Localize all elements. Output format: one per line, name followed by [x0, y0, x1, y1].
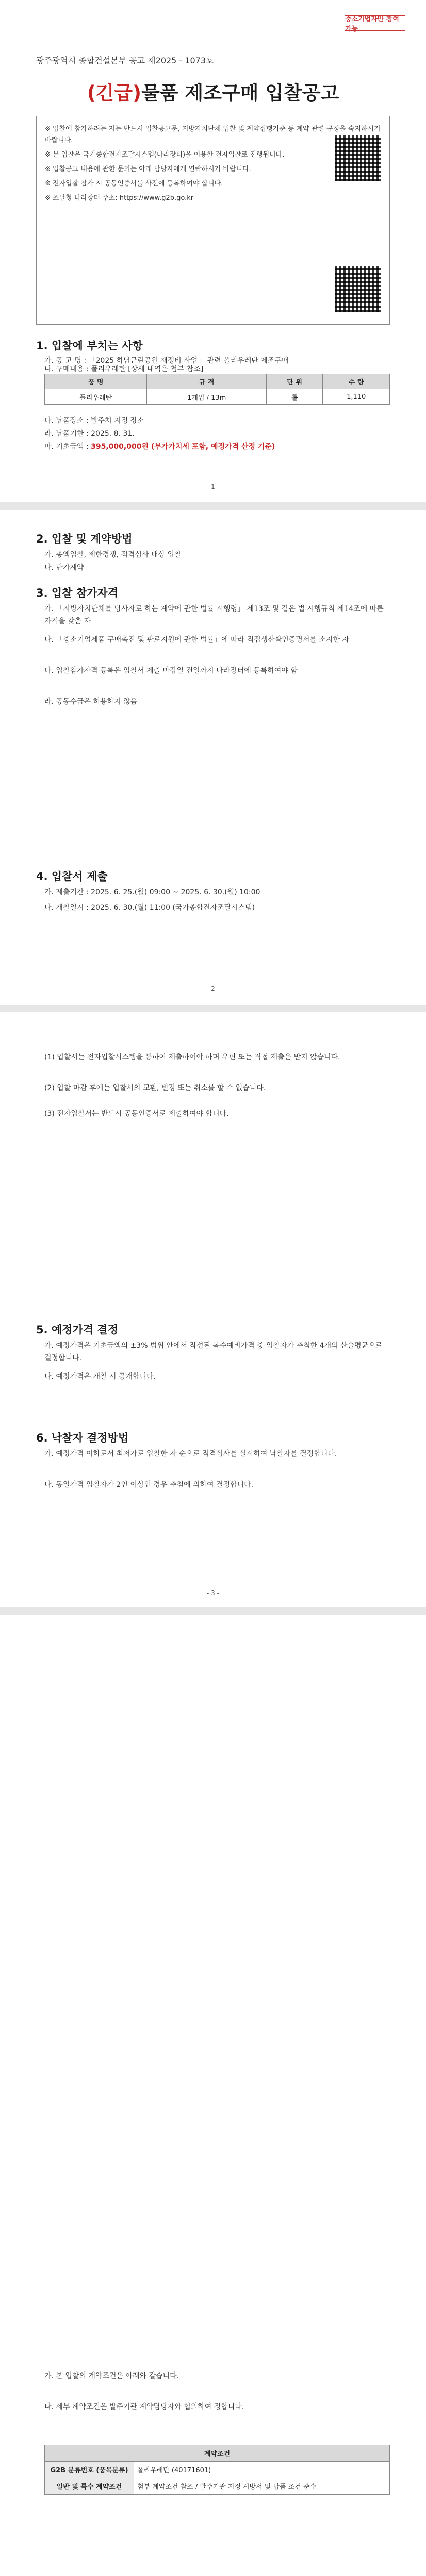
body-text: 가. 예정가격은 기초금액의 ±3% 범위 안에서 작성된 복수예비가격 중 입찰자가 추첨한 4개의 산술평균으로 결정합니다.	[44, 1342, 383, 1362]
table-header: 규 격	[147, 374, 267, 389]
page-title	[0, 77, 426, 105]
page-divider	[0, 1607, 426, 1615]
notice-line: ※ 본 입찰은 국가종합전자조달시스템(나라장터)을 이용한 전자입찰로 진행됩니다.	[45, 151, 285, 159]
notice-line: ※ 조달청 나라장터 주소: https://www.g2b.go.kr	[45, 194, 194, 202]
table-cell: 1개입 / 13m	[147, 389, 267, 405]
body-text: 라. 공동수급은 허용하지 않음	[44, 698, 138, 706]
page-divider	[0, 1005, 426, 1012]
table-cell: 폴리우레탄	[45, 389, 147, 405]
notice-line: ※ 입찰에 참가하려는 자는 반드시 입찰공고문, 지방자치단체 입찰 및 계약집행기준 등 계약 관련 규정을 숙지하시기 바랍니다.	[45, 125, 381, 144]
document-number: 광주광역시 종합건설본부 공고 제2025 - 1073호	[36, 56, 214, 65]
notice-line: ※ 입찰공고 내용에 관한 문의는 아래 담당자에게 연락하시기 바랍니다.	[45, 165, 251, 173]
page-number: - 1 -	[207, 483, 219, 490]
title-urgent: (긴급)	[87, 82, 142, 104]
section-heading: 6. 낙찰자 결정방법	[36, 1432, 129, 1444]
body-text: 나. 개찰일시 : 2025. 6. 30.(월) 11:00 (국가종합전자조달시스템)	[44, 904, 255, 912]
body-text: (3) 전자입찰서는 반드시 공동인증서로 제출하여야 합니다.	[44, 1110, 229, 1118]
base-price: 395,000,000원 (부가가치세 포함, 예정가격 산정 기준)	[91, 443, 275, 451]
page-number: - 3 -	[207, 1589, 219, 1597]
body-text: 마. 기초금액 : 395,000,000원 (부가가치세 포함, 예정가격 산정 기준)	[44, 443, 275, 451]
table-row	[45, 389, 390, 405]
table-cell: 첨부 계약조건 참조 / 발주기관 지정 시방서 및 납품 조건 준수	[134, 2478, 390, 2495]
body-text: 나. 구매내용 : 폴리우레탄 [상세 내역은 첨부 참조]	[44, 365, 204, 374]
table-header: 계약조건	[45, 2445, 390, 2462]
body-text: 다. 납품장소 : 발주처 지정 장소	[44, 417, 144, 425]
section-heading: 5. 예정가격 결정	[36, 1324, 118, 1336]
body-text: 가. 「지방자치단체를 당사자로 하는 계약에 관한 법률 시행령」 제13조 및 같은 법 시행규칙 제14조에 따른 자격을 갖춘 자	[44, 605, 384, 625]
body-text: 나. 예정가격은 개찰 시 공개합니다.	[44, 1372, 156, 1381]
table-row	[45, 2478, 390, 2495]
body-text: 가. 총액입찰, 제한경쟁, 적격심사 대상 입찰	[44, 551, 182, 559]
table-cell: 1,110	[323, 389, 390, 405]
body-text: (2) 입찰 마감 후에는 입찰서의 교환, 변경 또는 취소를 할 수 없습니다.	[44, 1084, 266, 1092]
section-heading: 3. 입찰 참가자격	[36, 587, 118, 599]
section-heading: 2. 입찰 및 계약방법	[36, 533, 133, 545]
body-text: 나. 단가계약	[44, 564, 84, 572]
body-text: (1) 입찰서는 전자입찰시스템을 통하여 제출하여야 하며 우편 또는 직접 제출은 받지 않습니다.	[44, 1053, 340, 1061]
page-number: - 2 -	[207, 985, 219, 992]
body-text: 가. 제출기간 : 2025. 6. 25.(월) 09:00 ~ 2025. 6. 30.(월) 10:00	[44, 888, 260, 896]
notice-line: ※ 전자입찰 참가 시 공동인증서를 사전에 등록하여야 합니다.	[45, 180, 223, 188]
section-heading: 1. 입찰에 부치는 사항	[36, 340, 143, 352]
body-text: 가. 본 입찰의 계약조건은 아래와 같습니다.	[44, 2372, 179, 2380]
title-text: 물품 제조구매 입찰공고	[141, 82, 339, 104]
table-cell: 폴리우레탄 (40171601)	[134, 2462, 390, 2478]
sme-only-stamp: 중소기업자만 참여가능	[345, 15, 405, 31]
table-header: 단 위	[267, 374, 323, 389]
body-text: 가. 공 고 명 : 「2025 하남근린공원 재정비 사업」 관련 폴리우레탄 제조구매	[44, 357, 289, 365]
body-text: 나. 세부 계약조건은 발주기관 계약담당자와 협의하여 정합니다.	[44, 2403, 244, 2411]
table-cell: 롤	[267, 389, 323, 405]
body-text: 가. 예정가격 이하로서 최저가로 입찰한 자 순으로 적격심사를 실시하여 낙찰자를 결정합니다.	[44, 1450, 337, 1458]
table-cell: G2B 분류번호 (품목분류)	[45, 2462, 134, 2478]
body-text: 라. 납품기한 : 2025. 8. 31.	[44, 430, 135, 438]
section-heading: 4. 입찰서 제출	[36, 870, 108, 883]
body-text: 다. 입찰참가자격 등록은 입찰서 제출 마감일 전일까지 나라장터에 등록하여야 함	[44, 667, 298, 675]
qr-code-icon	[335, 135, 381, 181]
qr-code-icon	[335, 266, 381, 312]
table-header: 수 량	[323, 374, 390, 389]
page-divider	[0, 502, 426, 510]
item-spec-table	[44, 374, 390, 405]
table-header: 품 명	[45, 374, 147, 389]
body-text: 나. 동일가격 입찰자가 2인 이상인 경우 추첨에 의하여 결정합니다.	[44, 1481, 254, 1489]
table-cell: 일반 및 특수 계약조건	[45, 2478, 134, 2495]
table-row	[45, 2462, 390, 2478]
notice-box	[36, 116, 390, 325]
contract-conditions-table	[44, 2445, 390, 2495]
body-text: 나. 「중소기업제품 구매촉진 및 판로지원에 관한 법률」에 따라 직접생산확인증명서를 소지한 자	[44, 636, 349, 644]
